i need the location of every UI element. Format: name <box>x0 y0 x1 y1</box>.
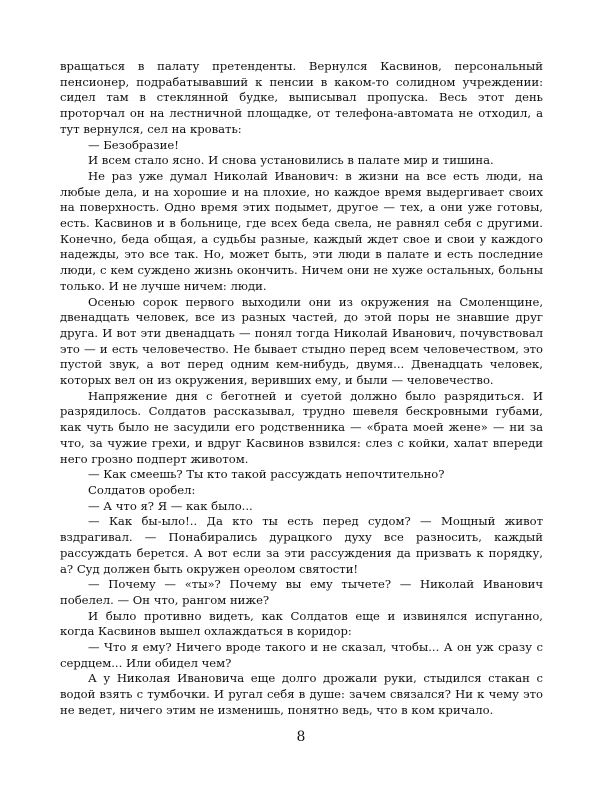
paragraph: Солдатов оробел: <box>88 482 196 497</box>
paragraph: Осенью сорок первого выходили они из окружения на Смоленщине, двенадцать человек, все из разных частей, до этой поры не знавшие друг друга. И вот эти двенадцать — понял тогда Николай Иванович, почувствовал это — и есть человечество. Не бывает стыдно перед всем человечеством, это пустой звук, а вот перед одним кем-нибудь, двумя... Двенадцать человек, которых вел он из окружения, веривших ему, и были — человечество. <box>60 294 543 388</box>
paragraph: — Безобразие! <box>88 137 179 152</box>
body-text <box>60 59 543 719</box>
paragraph: Напряжение дня с беготней и суетой должно было разрядиться. И разрядилось. Солдатов рассказывал, трудно шевеля бескровными губами, как чуть было не засудили его родственника — «брата моей жене» — ни за что, за чужие грехи, и вдруг Касвинов взвился: слез с койки, халат впереди него грозно подперт животом. <box>60 388 543 466</box>
paragraph: — Как смеешь? Ты кто такой рассуждать непочтительно? <box>88 467 445 482</box>
paragraph: — Что я ему? Ничего вроде такого и не сказал, чтобы... А он уж сразу с сердцем... Или обидел чем? <box>60 640 543 670</box>
paragraph: вращаться в палату претенденты. Вернулся Касвинов, персональный пенсионер, подрабатывавший к пенсии в каком-то солидном учреждении: сидел там в стеклянной будке, выписывал пропуска. Весь этот день проторчал он на лестничной площадке, от телефона-автомата не отходил, а тут вернулся, сел на кровать: <box>60 59 543 136</box>
page-number: 8 <box>296 729 306 745</box>
paragraph: — Почему — «ты»? Почему вы ему тычете? — Николай Иванович побелел. — Он что, рангом ниже? <box>60 577 543 607</box>
paragraph: И было противно видеть, как Солдатов еще и извинялся испуганно, когда Касвинов вышел охлаждаться в коридор: <box>60 608 543 639</box>
paragraph: Не раз уже думал Николай Иванович: в жизни на все есть люди, на любые дела, и на хорошие и на плохие, но каждое время выдергивает своих на поверхность. Одно время этих подымет, другое — тех, а они уже готовы, есть. Касвинов и в больнице, где всех беда свела, не равнял себя с другими. Конечно, беда общая, а судьбы разные, каждый ждет свое и свои у каждого надежды, это все так. Но, может быть, эти люди в палате и есть последние люди, с кем суждено жизнь окончить. Ничем они не хуже остальных, больны только. И не лучше ничем: люди. <box>60 168 543 293</box>
paragraph: — А что я? Я — как было... <box>88 498 253 513</box>
paragraph: — Как бы-ыло!.. Да кто ты есть перед судом? — Мощный живот вздрагивал. — Понабирались дурацкого духу все разносить, каждый рассуждать берется. А вот если за эти рассуждения да призвать к порядку, а? Суд должен быть окружен ореолом святости! <box>60 514 543 576</box>
paragraph: А у Николая Ивановича еще долго дрожали руки, стыдился стакан с водой взять с тумбочки. И ругал себя в душе: зачем связался? Ни к чему это не ведет, ничего этим не изменишь, понятно ведь, что в ком кричало. <box>60 671 543 717</box>
paragraph: И всем стало ясно. И снова установились в палате мир и тишина. <box>88 153 494 168</box>
